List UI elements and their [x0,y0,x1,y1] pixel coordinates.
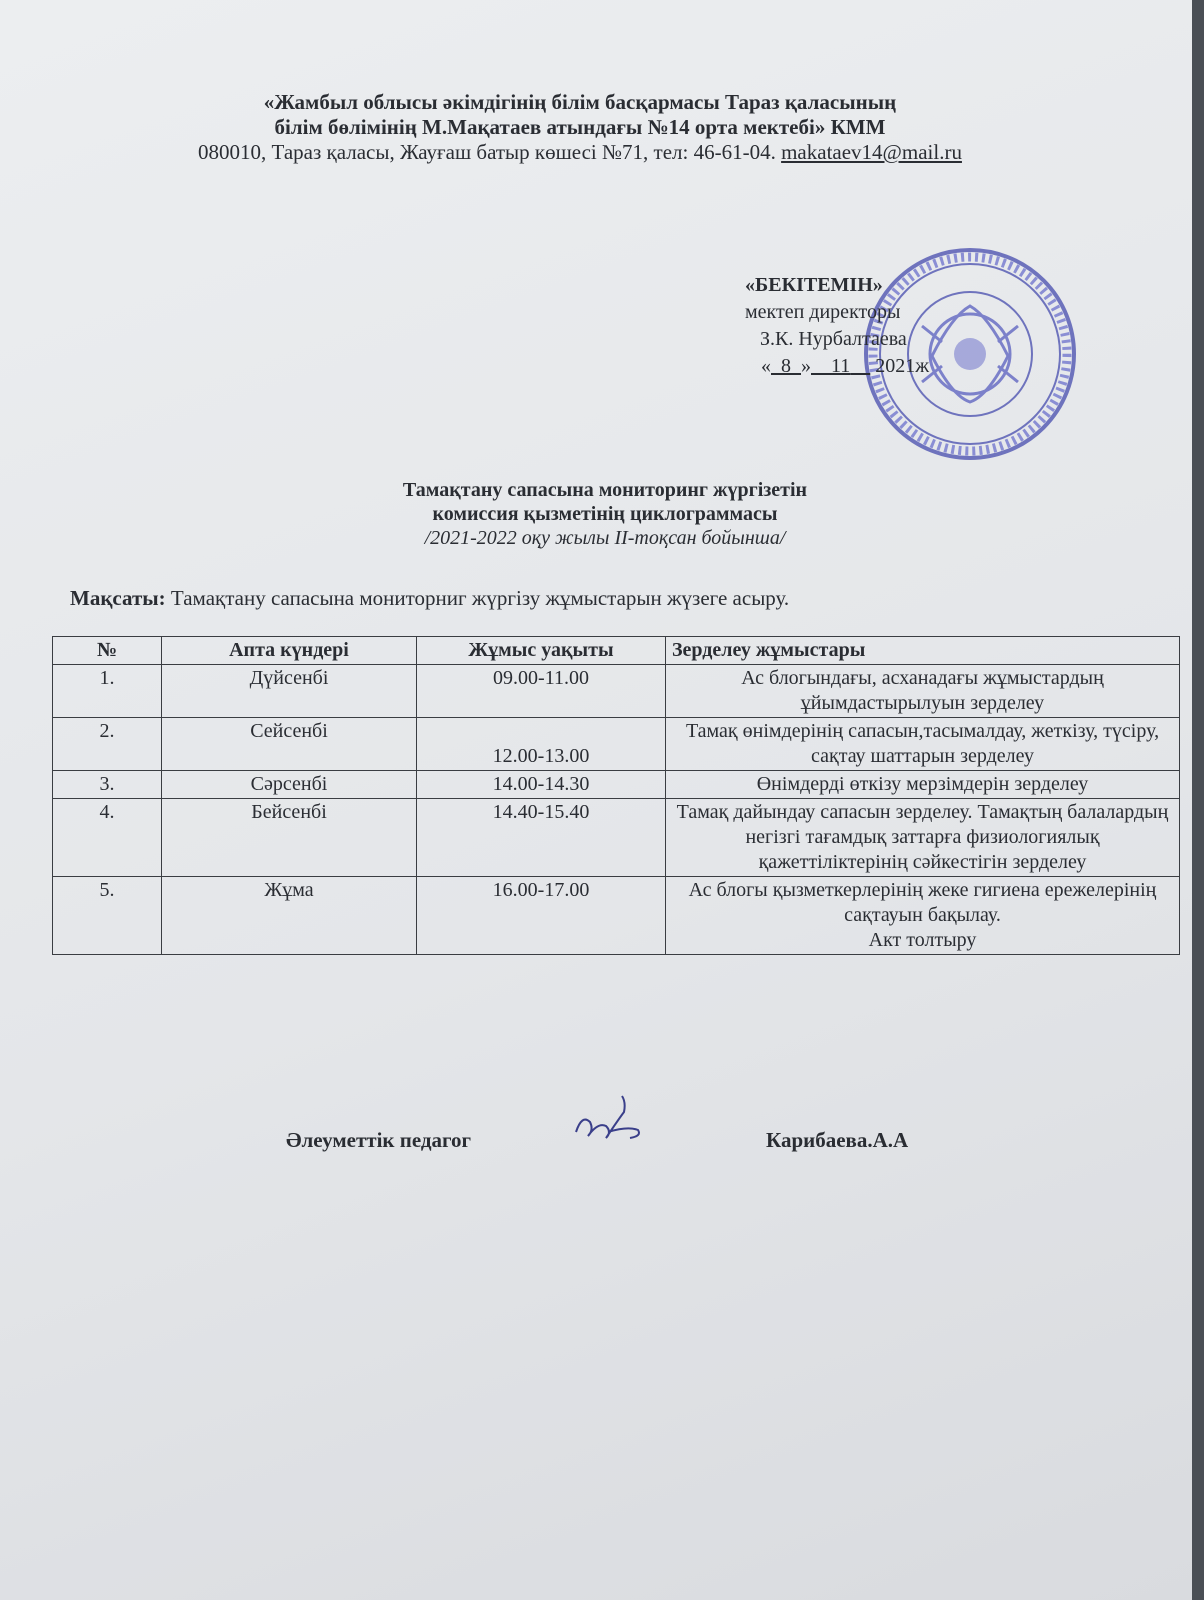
table-row [53,877,1180,955]
row-weekday: Сейсенбі [162,718,417,771]
row-time: 16.00-17.00 [417,877,666,955]
goal-text: Тамақтану сапасына мониторниг жүргізу жұмыстарын жүзеге асыру. [165,586,790,610]
approval-name: З.К. Нурбалтаева [760,328,907,350]
goal-label: Мақсаты: [70,586,166,610]
signer-name: Карибаева.А.А [766,1128,909,1152]
row-weekday: Дүйсенбі [162,665,417,718]
date-year: 2021ж [875,355,930,377]
email-link[interactable]: makataev14@mail.ru [781,140,962,164]
date-close-quote: » [801,355,811,377]
goal-statement [70,586,789,611]
header-line-1: «Жамбыл облысы әкімдігінің білім басқармасы Тараз қаласының [263,90,897,114]
approval-title: «БЕКІТЕМІН» [745,274,883,296]
row-task: Өнімдерді өткізу мерзімдерін зерделеу [666,771,1180,799]
row-number: 3. [53,771,162,799]
table-row [53,665,1180,718]
row-weekday: Сәрсенбі [162,771,417,799]
col-header-weekday: Апта күндері [162,637,417,665]
row-number: 5. [53,877,162,955]
row-time: 14.40-15.40 [417,799,666,877]
school-header [150,90,1010,165]
row-task: Тамақ өнімдерінің сапасын,тасымалдау, жеткізу, түсіру, сақтау шаттарын зерделеу [666,718,1180,771]
address-text: 080010, Тараз қаласы, Жауғаш батыр көшесі №71, тел: 46-61-04. [198,140,782,164]
row-weekday: Бейсенбі [162,799,417,877]
row-number: 2. [53,718,162,771]
signature-icon [568,1092,648,1152]
title-period: /2021-2022 оқу жылы ІІ-тоқсан бойынша/ [424,527,786,549]
row-time: 14.00-14.30 [417,771,666,799]
row-task [666,877,1180,955]
header-address [150,140,1010,165]
row-time: 12.00-13.00 [417,718,666,771]
row-task: Ас блогындағы, асханадағы жұмыстардың ұйымдастырылуын зерделеу [666,665,1180,718]
header-line-2: білім бөлімінің М.Мақатаев атындағы №14 орта мектебі» КММ [274,115,886,139]
table-row [53,799,1180,877]
row-time: 09.00-11.00 [417,665,666,718]
approval-role: мектеп директоры [745,301,901,323]
date-month: 11 [831,355,851,377]
row-task: Тамақ дайындау сапасын зерделеу. Тамақтың балалардың негізгі тағамдық заттарға физиологиялық қажеттіліктерінің сәйкестігін зерделеу [666,799,1180,877]
row-task-text: Ас блогы қызметкерлерінің жеке гигиена ережелерінің сақтауын бақылау. [688,879,1157,926]
schedule-table [52,636,1180,955]
table-row [53,771,1180,799]
title-line-2: комиссия қызметінің циклограммасы [432,503,778,525]
row-task-note: Акт толтыру [868,929,977,951]
date-open-quote: « [761,355,771,377]
title-line-1: Тамақтану сапасына мониторинг жүргізетін [402,479,808,501]
row-number: 4. [53,799,162,877]
col-header-time: Жұмыс уақыты [417,637,666,665]
row-weekday: Жұма [162,877,417,955]
date-day: 8 [781,355,791,377]
row-number: 1. [53,665,162,718]
table-header-row [53,637,1180,665]
approval-date [745,353,1045,380]
col-header-tasks: Зерделеу жұмыстары [666,637,1180,665]
document-title [200,478,1010,550]
table-row [53,718,1180,771]
signer-position: Әлеуметтік педагог [286,1128,472,1152]
approval-block [745,272,1045,380]
col-header-number: № [53,637,162,665]
